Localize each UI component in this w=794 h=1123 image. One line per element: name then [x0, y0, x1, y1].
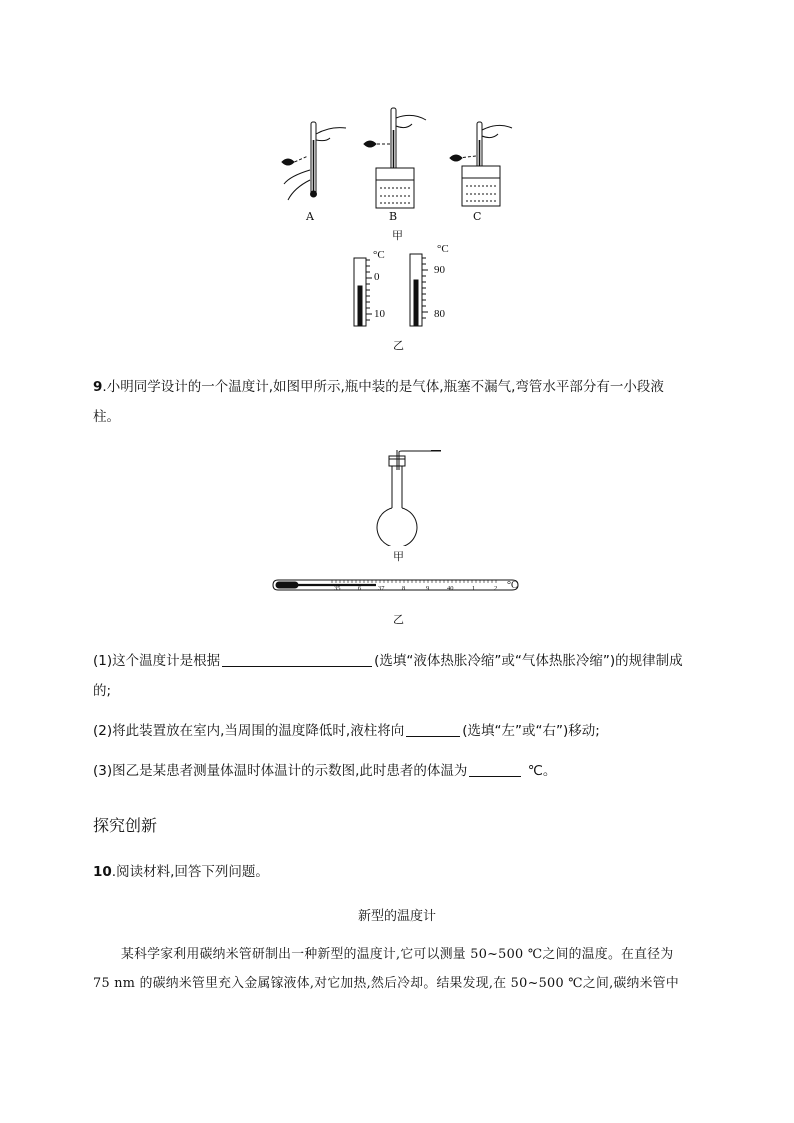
right-thermo-tick-90: 90 — [434, 264, 445, 276]
question-10-stem: 10.阅读材料,回答下列问题。 — [93, 864, 269, 880]
thermometer-caption-yi: 乙 — [393, 613, 404, 626]
figure-b — [364, 108, 426, 208]
scale-label-41: 1 — [472, 585, 476, 592]
figure-c — [450, 122, 512, 206]
question-9-line2: 柱。 — [93, 409, 120, 425]
scale-label-35: 35 — [334, 585, 341, 592]
gas-flask-thermometer — [375, 450, 455, 546]
thermometer-right — [410, 254, 428, 326]
scale-label-40: 40 — [447, 585, 454, 592]
sub-label-c: C — [473, 210, 482, 223]
right-thermo-tick-80: 80 — [434, 308, 445, 320]
question-9-sub1: (1)这个温度计是根据 (选填“液体热胀冷缩”或“气体热胀冷缩”)的规律制成 — [93, 653, 683, 669]
thermometer-left — [354, 258, 372, 326]
scale-label-39: 9 — [426, 585, 430, 592]
left-thermo-tick-0: 0 — [374, 271, 380, 283]
question-9-sub1-line2: 的; — [93, 683, 112, 699]
passage-line1: 某科学家利用碳纳米管研制出一种新型的温度计,它可以测量 50~500 ℃之间的温度。在直径为 — [121, 947, 674, 962]
figure-caption-jia: 甲 — [392, 229, 403, 242]
answer-blank-2[interactable] — [406, 722, 460, 737]
figure-a — [282, 122, 346, 200]
sub-label-b: B — [389, 210, 398, 223]
figure-caption-yi: 乙 — [393, 339, 404, 352]
two-thermometers — [348, 250, 428, 330]
clinical-unit: °C — [507, 580, 518, 591]
passage-line2: 75 nm 的碳纳米管里充入金属镓液体,对它加热,然后冷却。结果发现,在 50~500 ℃之间,碳纳米管中 — [93, 976, 679, 991]
flask-caption-jia: 甲 — [393, 550, 404, 563]
scale-label-36: 6 — [358, 585, 362, 592]
sub-label-a: A — [306, 210, 314, 223]
scale-label-42: 2 — [494, 585, 498, 592]
question-number: 9 — [93, 379, 103, 395]
question-9-sub3: (3)图乙是某患者测量体温时体温计的示数图,此时患者的体温为 ℃。 — [93, 763, 557, 779]
clinical-scale-labels — [332, 585, 532, 595]
question-9-stem — [93, 372, 713, 402]
question-number: 10 — [93, 864, 112, 880]
section-heading: 探究创新 — [93, 816, 158, 835]
scale-label-38: 8 — [402, 585, 406, 592]
answer-blank-1[interactable] — [222, 652, 372, 667]
question-9-line1: .小明同学设计的一个温度计,如图甲所示,瓶中装的是气体,瓶塞不漏气,弯管水平部分有一小段液 — [102, 379, 664, 395]
scale-label-37: 37 — [378, 585, 385, 592]
question-9-sub2: (2)将此装置放在室内,当周围的温度降低时,液柱将向 (选填“左”或“右”)移动; — [93, 723, 600, 739]
left-thermo-tick-10: 10 — [374, 308, 385, 320]
right-thermo-unit: °C — [437, 243, 449, 255]
answer-blank-3[interactable] — [469, 762, 521, 777]
passage-title: 新型的温度计 — [357, 909, 436, 924]
left-thermo-unit: °C — [373, 249, 385, 261]
